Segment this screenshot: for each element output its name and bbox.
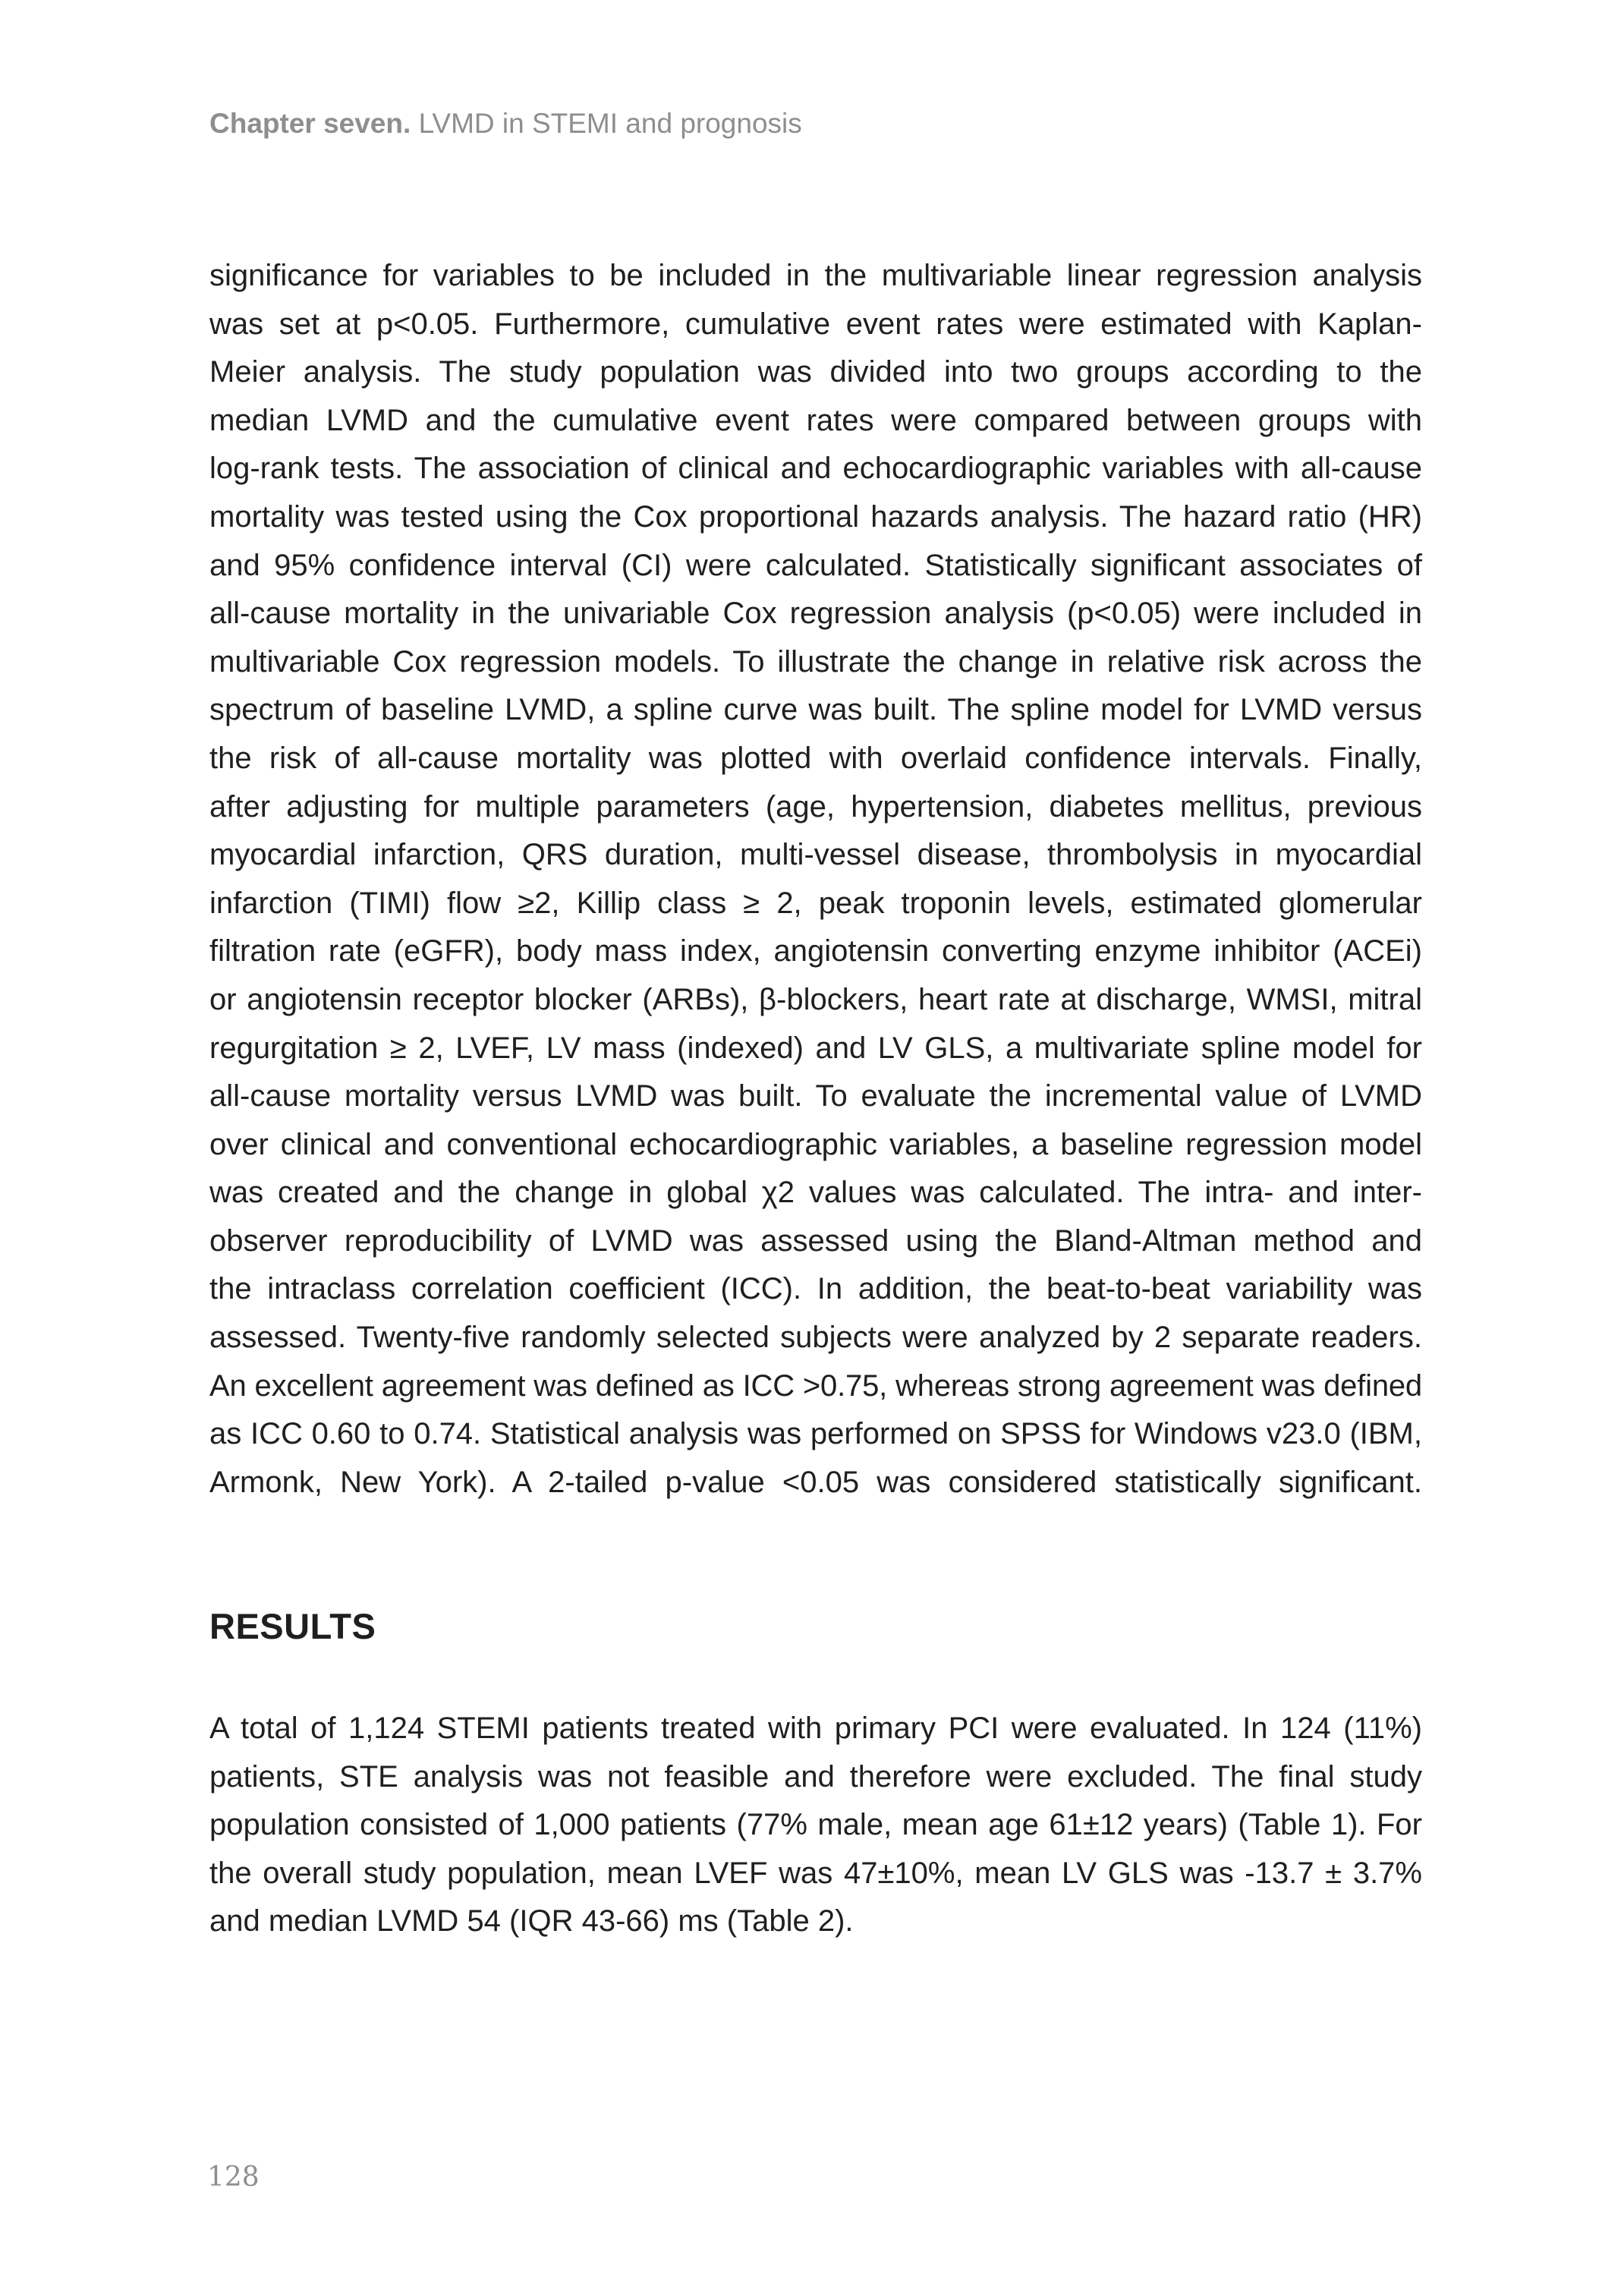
text-line: as ICC 0.60 to 0.74. Statistical analysis was performed on SPSS for Windows v23.0 (IBM, xyxy=(209,1417,1422,1451)
text-line: Armonk, New York). A 2-tailed p-value <0.05 was considered statistically significant. xyxy=(209,1465,1422,1499)
page-number: 128 xyxy=(207,2162,260,2193)
text-line: filtration rate (eGFR), body mass index, angiotensin converting enzyme inhibitor (ACEi) xyxy=(209,934,1422,968)
text-line: and median LVMD 54 (IQR 43-66) ms (Table 2). xyxy=(209,1904,854,1938)
text-line: the risk of all-cause mortality was plotted with overlaid confidence intervals. Finally, xyxy=(209,741,1422,775)
text-line: infarction (TIMI) flow ≥2, Killip class ≥ 2, peak troponin levels, estimated glomerular xyxy=(209,886,1422,920)
text-line: all-cause mortality in the univariable Cox regression analysis (p<0.05) were included in xyxy=(209,597,1422,631)
text-line: An excellent agreement was defined as ICC >0.75, whereas strong agreement was defined xyxy=(209,1368,1422,1403)
text-line: and 95% confidence interval (CI) were calculated. Statistically significant associates of xyxy=(209,548,1422,582)
text-line: Meier analysis. The study population was divided into two groups according to the xyxy=(209,355,1422,389)
text-line: median LVMD and the cumulative event rates were compared between groups with xyxy=(209,403,1422,437)
running-header xyxy=(209,108,802,140)
text-line: myocardial infarction, QRS duration, multi-vessel disease, thrombolysis in myocardial xyxy=(209,838,1422,872)
text-line: was created and the change in global χ2 values was calculated. The intra- and inter- xyxy=(209,1176,1422,1210)
results-paragraph xyxy=(209,1705,1422,1946)
text-line: log-rank tests. The association of clinical and echocardiographic variables with all-cause xyxy=(209,452,1422,486)
methods-paragraph xyxy=(209,252,1422,1507)
text-line: all-cause mortality versus LVMD was built. To evaluate the incremental value of LVMD xyxy=(209,1079,1422,1113)
text-line: over clinical and conventional echocardiographic variables, a baseline regression model xyxy=(209,1127,1422,1161)
chapter-label: Chapter seven. xyxy=(209,108,411,139)
results-heading: RESULTS xyxy=(209,1606,376,1646)
text-line: A total of 1,124 STEMI patients treated with primary PCI were evaluated. In 124 (11%) xyxy=(209,1712,1422,1745)
text-line: regurgitation ≥ 2, LVEF, LV mass (indexed) and LV GLS, a multivariate spline model for xyxy=(209,1031,1422,1065)
text-line: the overall study population, mean LVEF was 47±10%, mean LV GLS was -13.7 ± 3.7% xyxy=(209,1856,1422,1890)
text-line: after adjusting for multiple parameters (age, hypertension, diabetes mellitus, previous xyxy=(209,789,1422,824)
chapter-title: LVMD in STEMI and prognosis xyxy=(418,108,802,139)
text-line: the intraclass correlation coefficient (ICC). In addition, the beat-to-beat variability was xyxy=(209,1272,1422,1306)
text-line: observer reproducibility of LVMD was assessed using the Bland-Altman method and xyxy=(209,1224,1422,1258)
text-line: significance for variables to be included in the multivariable linear regression analysis xyxy=(209,259,1422,292)
text-line: assessed. Twenty-five randomly selected subjects were analyzed by 2 separate readers. xyxy=(209,1321,1422,1355)
text-line: population consisted of 1,000 patients (77% male, mean age 61±12 years) (Table 1). For xyxy=(209,1808,1422,1842)
text-line: multivariable Cox regression models. To illustrate the change in relative risk across the xyxy=(209,644,1422,679)
text-line: patients, STE analysis was not feasible and therefore were excluded. The final study xyxy=(209,1759,1422,1794)
text-line: or angiotensin receptor blocker (ARBs), β-blockers, heart rate at discharge, WMSI, mitral xyxy=(209,982,1422,1016)
text-line: was set at p<0.05. Furthermore, cumulative event rates were estimated with Kaplan- xyxy=(209,307,1422,341)
text-line: mortality was tested using the Cox proportional hazards analysis. The hazard ratio (HR) xyxy=(209,499,1422,534)
text-line: spectrum of baseline LVMD, a spline curve was built. The spline model for LVMD versus xyxy=(209,693,1422,727)
